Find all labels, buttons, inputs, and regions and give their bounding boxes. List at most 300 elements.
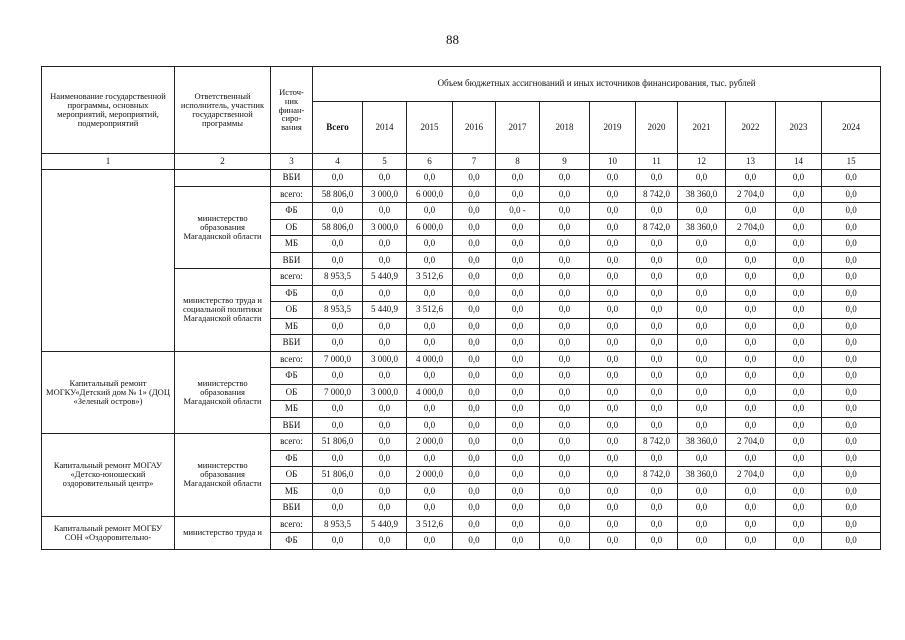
value-cell-2016: 0,0: [453, 186, 496, 203]
value-cell-2016: 0,0: [453, 219, 496, 236]
value-cell-2022: 0,0: [726, 500, 776, 517]
total-cell: 0,0: [313, 533, 363, 550]
value-cell-2024: 0,0: [822, 269, 881, 286]
value-cell-2023: 0,0: [776, 401, 822, 418]
header-year-2018: 2018: [540, 102, 590, 154]
funding-source-cell: ФБ: [271, 533, 313, 550]
value-cell-2014: 0,0: [363, 467, 407, 484]
value-cell-2024: 0,0: [822, 467, 881, 484]
value-cell-2020: 0,0: [636, 516, 678, 533]
value-cell-2016: 0,0: [453, 170, 496, 187]
value-cell-2019: 0,0: [590, 417, 636, 434]
value-cell-2023: 0,0: [776, 252, 822, 269]
value-cell-2021: 0,0: [678, 483, 726, 500]
value-cell-2019: 0,0: [590, 302, 636, 319]
value-cell-2022: 0,0: [726, 269, 776, 286]
value-cell-2024: 0,0: [822, 335, 881, 352]
value-cell-2022: 0,0: [726, 252, 776, 269]
value-cell-2017: 0,0: [496, 318, 540, 335]
value-cell-2021: 0,0: [678, 170, 726, 187]
value-cell-2016: 0,0: [453, 467, 496, 484]
value-cell-2019: 0,0: [590, 186, 636, 203]
executor-cell: [175, 170, 271, 187]
value-cell-2016: 0,0: [453, 450, 496, 467]
funding-source-cell: всего:: [271, 516, 313, 533]
value-cell-2017: 0,0: [496, 335, 540, 352]
value-cell-2024: 0,0: [822, 302, 881, 319]
value-cell-2022: 0,0: [726, 236, 776, 253]
header-year-2020: 2020: [636, 102, 678, 154]
value-cell-2022: 0,0: [726, 170, 776, 187]
value-cell-2014: 0,0: [363, 417, 407, 434]
value-cell-2020: 0,0: [636, 401, 678, 418]
value-cell-2022: 2 704,0: [726, 434, 776, 451]
total-cell: 0,0: [313, 318, 363, 335]
value-cell-2024: 0,0: [822, 401, 881, 418]
value-cell-2022: 0,0: [726, 533, 776, 550]
value-cell-2020: 0,0: [636, 351, 678, 368]
value-cell-2019: 0,0: [590, 483, 636, 500]
total-cell: 0,0: [313, 170, 363, 187]
total-cell: 7 000,0: [313, 384, 363, 401]
header-source: Источ-ник финан-сиро-вания: [271, 67, 313, 154]
value-cell-2017: 0,0: [496, 467, 540, 484]
value-cell-2018: 0,0: [540, 252, 590, 269]
value-cell-2014: 3 000,0: [363, 384, 407, 401]
value-cell-2017: 0,0: [496, 401, 540, 418]
value-cell-2019: 0,0: [590, 401, 636, 418]
value-cell-2024: 0,0: [822, 384, 881, 401]
funding-source-cell: ОБ: [271, 384, 313, 401]
value-cell-2023: 0,0: [776, 500, 822, 517]
value-cell-2022: 0,0: [726, 203, 776, 220]
header-total: Всего: [313, 102, 363, 154]
column-index-cell: 9: [540, 154, 590, 170]
value-cell-2022: 0,0: [726, 368, 776, 385]
value-cell-2022: 0,0: [726, 335, 776, 352]
value-cell-2023: 0,0: [776, 368, 822, 385]
value-cell-2022: 0,0: [726, 351, 776, 368]
value-cell-2024: 0,0: [822, 533, 881, 550]
table-row: [42, 516, 881, 533]
value-cell-2016: 0,0: [453, 285, 496, 302]
value-cell-2018: 0,0: [540, 351, 590, 368]
value-cell-2016: 0,0: [453, 236, 496, 253]
value-cell-2019: 0,0: [590, 434, 636, 451]
value-cell-2014: 3 000,0: [363, 219, 407, 236]
value-cell-2017: 0,0: [496, 384, 540, 401]
value-cell-2020: 0,0: [636, 417, 678, 434]
value-cell-2015: 6 000,0: [407, 219, 453, 236]
funding-source-cell: всего:: [271, 434, 313, 451]
header-year-2019: 2019: [590, 102, 636, 154]
value-cell-2017: 0,0 -: [496, 203, 540, 220]
value-cell-2016: 0,0: [453, 252, 496, 269]
value-cell-2018: 0,0: [540, 384, 590, 401]
total-cell: 51 806,0: [313, 467, 363, 484]
value-cell-2022: 2 704,0: [726, 219, 776, 236]
value-cell-2017: 0,0: [496, 186, 540, 203]
value-cell-2016: 0,0: [453, 302, 496, 319]
value-cell-2017: 0,0: [496, 170, 540, 187]
value-cell-2023: 0,0: [776, 450, 822, 467]
executor-cell: министерство труда и: [175, 516, 271, 549]
value-cell-2014: 0,0: [363, 285, 407, 302]
total-cell: 0,0: [313, 417, 363, 434]
value-cell-2020: 8 742,0: [636, 467, 678, 484]
value-cell-2023: 0,0: [776, 533, 822, 550]
value-cell-2024: 0,0: [822, 236, 881, 253]
value-cell-2015: 0,0: [407, 483, 453, 500]
value-cell-2021: 38 360,0: [678, 219, 726, 236]
value-cell-2020: 0,0: [636, 368, 678, 385]
value-cell-2015: 0,0: [407, 450, 453, 467]
total-cell: 0,0: [313, 483, 363, 500]
value-cell-2020: 8 742,0: [636, 434, 678, 451]
value-cell-2017: 0,0: [496, 351, 540, 368]
value-cell-2018: 0,0: [540, 335, 590, 352]
funding-source-cell: МБ: [271, 318, 313, 335]
value-cell-2022: 2 704,0: [726, 186, 776, 203]
value-cell-2024: 0,0: [822, 450, 881, 467]
executor-cell: министерство труда и социальной политики Магаданской области: [175, 269, 271, 352]
value-cell-2019: 0,0: [590, 533, 636, 550]
column-index-cell: 4: [313, 154, 363, 170]
value-cell-2015: 6 000,0: [407, 186, 453, 203]
funding-source-cell: всего:: [271, 186, 313, 203]
value-cell-2018: 0,0: [540, 450, 590, 467]
value-cell-2018: 0,0: [540, 417, 590, 434]
total-cell: 51 806,0: [313, 434, 363, 451]
value-cell-2021: 0,0: [678, 533, 726, 550]
value-cell-2017: 0,0: [496, 434, 540, 451]
value-cell-2015: 3 512,6: [407, 302, 453, 319]
funding-source-cell: всего:: [271, 269, 313, 286]
program-name-cell: Капитальный ремонт МОГБУ СОН «Оздоровительно-: [42, 516, 175, 549]
column-index-cell: 11: [636, 154, 678, 170]
value-cell-2021: 0,0: [678, 401, 726, 418]
value-cell-2024: 0,0: [822, 203, 881, 220]
total-cell: 0,0: [313, 450, 363, 467]
value-cell-2019: 0,0: [590, 269, 636, 286]
value-cell-2020: 8 742,0: [636, 219, 678, 236]
total-cell: 0,0: [313, 252, 363, 269]
value-cell-2022: 2 704,0: [726, 467, 776, 484]
value-cell-2021: 0,0: [678, 335, 726, 352]
value-cell-2018: 0,0: [540, 285, 590, 302]
value-cell-2016: 0,0: [453, 351, 496, 368]
value-cell-2020: 0,0: [636, 269, 678, 286]
value-cell-2015: 0,0: [407, 368, 453, 385]
value-cell-2016: 0,0: [453, 269, 496, 286]
value-cell-2017: 0,0: [496, 500, 540, 517]
program-name-cell: Капитальный ремонт МОГКУ«Детский дом № 1» (ДОЦ «Зеленый остров»): [42, 351, 175, 434]
value-cell-2018: 0,0: [540, 467, 590, 484]
value-cell-2014: 0,0: [363, 203, 407, 220]
column-index-cell: 8: [496, 154, 540, 170]
value-cell-2018: 0,0: [540, 500, 590, 517]
header-year-2017: 2017: [496, 102, 540, 154]
header-year-2022: 2022: [726, 102, 776, 154]
value-cell-2015: 2 000,0: [407, 434, 453, 451]
value-cell-2014: 0,0: [363, 533, 407, 550]
value-cell-2014: 0,0: [363, 335, 407, 352]
value-cell-2021: 0,0: [678, 236, 726, 253]
total-cell: 0,0: [313, 236, 363, 253]
value-cell-2017: 0,0: [496, 483, 540, 500]
funding-source-cell: ВБИ: [271, 500, 313, 517]
column-index-cell: 6: [407, 154, 453, 170]
value-cell-2016: 0,0: [453, 335, 496, 352]
value-cell-2020: 0,0: [636, 384, 678, 401]
value-cell-2021: 0,0: [678, 285, 726, 302]
funding-source-cell: МБ: [271, 236, 313, 253]
value-cell-2014: 0,0: [363, 450, 407, 467]
value-cell-2024: 0,0: [822, 285, 881, 302]
column-index-cell: 2: [175, 154, 271, 170]
value-cell-2016: 0,0: [453, 533, 496, 550]
value-cell-2015: 0,0: [407, 285, 453, 302]
value-cell-2024: 0,0: [822, 516, 881, 533]
value-cell-2021: 0,0: [678, 516, 726, 533]
value-cell-2016: 0,0: [453, 417, 496, 434]
total-cell: 8 953,5: [313, 516, 363, 533]
value-cell-2021: 0,0: [678, 351, 726, 368]
value-cell-2015: 0,0: [407, 236, 453, 253]
value-cell-2015: 0,0: [407, 500, 453, 517]
value-cell-2018: 0,0: [540, 186, 590, 203]
value-cell-2020: 0,0: [636, 318, 678, 335]
executor-cell: министерство образования Магаданской области: [175, 351, 271, 434]
table-row: [42, 351, 881, 368]
total-cell: 0,0: [313, 285, 363, 302]
value-cell-2019: 0,0: [590, 384, 636, 401]
funding-source-cell: ФБ: [271, 203, 313, 220]
funding-source-cell: ВБИ: [271, 252, 313, 269]
value-cell-2021: 0,0: [678, 318, 726, 335]
value-cell-2023: 0,0: [776, 483, 822, 500]
value-cell-2021: 0,0: [678, 368, 726, 385]
value-cell-2021: 0,0: [678, 203, 726, 220]
header-year-2016: 2016: [453, 102, 496, 154]
funding-source-cell: ВБИ: [271, 170, 313, 187]
value-cell-2015: 4 000,0: [407, 351, 453, 368]
value-cell-2019: 0,0: [590, 351, 636, 368]
program-name-cell: Капитальный ремонт МОГАУ «Детско-юношеский оздоровительный центр»: [42, 434, 175, 517]
total-cell: 0,0: [313, 335, 363, 352]
value-cell-2024: 0,0: [822, 170, 881, 187]
value-cell-2018: 0,0: [540, 533, 590, 550]
column-index-cell: 15: [822, 154, 881, 170]
value-cell-2019: 0,0: [590, 450, 636, 467]
value-cell-2023: 0,0: [776, 203, 822, 220]
funding-source-cell: ВБИ: [271, 335, 313, 352]
total-cell: 7 000,0: [313, 351, 363, 368]
value-cell-2021: 38 360,0: [678, 434, 726, 451]
value-cell-2018: 0,0: [540, 318, 590, 335]
value-cell-2020: 0,0: [636, 335, 678, 352]
value-cell-2018: 0,0: [540, 516, 590, 533]
total-cell: 8 953,5: [313, 269, 363, 286]
value-cell-2014: 5 440,9: [363, 516, 407, 533]
value-cell-2015: 0,0: [407, 417, 453, 434]
total-cell: 0,0: [313, 500, 363, 517]
value-cell-2017: 0,0: [496, 450, 540, 467]
value-cell-2021: 0,0: [678, 417, 726, 434]
value-cell-2019: 0,0: [590, 368, 636, 385]
value-cell-2023: 0,0: [776, 170, 822, 187]
value-cell-2016: 0,0: [453, 384, 496, 401]
value-cell-2016: 0,0: [453, 516, 496, 533]
value-cell-2018: 0,0: [540, 236, 590, 253]
value-cell-2014: 0,0: [363, 401, 407, 418]
value-cell-2022: 0,0: [726, 450, 776, 467]
header-year-2024: 2024: [822, 102, 881, 154]
value-cell-2015: 3 512,6: [407, 269, 453, 286]
value-cell-2022: 0,0: [726, 285, 776, 302]
value-cell-2019: 0,0: [590, 219, 636, 236]
value-cell-2024: 0,0: [822, 252, 881, 269]
value-cell-2022: 0,0: [726, 401, 776, 418]
value-cell-2021: 38 360,0: [678, 186, 726, 203]
total-cell: 0,0: [313, 203, 363, 220]
value-cell-2019: 0,0: [590, 203, 636, 220]
header-year-2014: 2014: [363, 102, 407, 154]
value-cell-2022: 0,0: [726, 516, 776, 533]
value-cell-2020: 0,0: [636, 170, 678, 187]
value-cell-2019: 0,0: [590, 318, 636, 335]
value-cell-2018: 0,0: [540, 269, 590, 286]
column-index-cell: 13: [726, 154, 776, 170]
value-cell-2016: 0,0: [453, 318, 496, 335]
value-cell-2016: 0,0: [453, 483, 496, 500]
value-cell-2017: 0,0: [496, 219, 540, 236]
column-index-cell: 3: [271, 154, 313, 170]
value-cell-2014: 3 000,0: [363, 351, 407, 368]
value-cell-2024: 0,0: [822, 219, 881, 236]
value-cell-2024: 0,0: [822, 483, 881, 500]
column-index-cell: 12: [678, 154, 726, 170]
executor-cell: министерство образования Магаданской области: [175, 186, 271, 269]
funding-source-cell: ФБ: [271, 368, 313, 385]
value-cell-2015: 0,0: [407, 318, 453, 335]
header-program: Наименование государственной программы, основных мероприятий, мероприятий, подмероприятий: [42, 67, 175, 154]
value-cell-2017: 0,0: [496, 516, 540, 533]
value-cell-2015: 2 000,0: [407, 467, 453, 484]
value-cell-2023: 0,0: [776, 384, 822, 401]
value-cell-2018: 0,0: [540, 203, 590, 220]
value-cell-2021: 0,0: [678, 302, 726, 319]
header-volume: Объем бюджетных ассигнований и иных источников финансирования, тыс. рублей: [313, 67, 881, 102]
value-cell-2018: 0,0: [540, 368, 590, 385]
value-cell-2017: 0,0: [496, 302, 540, 319]
value-cell-2017: 0,0: [496, 368, 540, 385]
value-cell-2022: 0,0: [726, 384, 776, 401]
value-cell-2016: 0,0: [453, 434, 496, 451]
value-cell-2017: 0,0: [496, 236, 540, 253]
value-cell-2014: 0,0: [363, 252, 407, 269]
value-cell-2017: 0,0: [496, 417, 540, 434]
value-cell-2019: 0,0: [590, 516, 636, 533]
value-cell-2018: 0,0: [540, 302, 590, 319]
budget-table: [41, 66, 881, 550]
value-cell-2023: 0,0: [776, 434, 822, 451]
column-index-cell: 5: [363, 154, 407, 170]
value-cell-2022: 0,0: [726, 483, 776, 500]
value-cell-2023: 0,0: [776, 236, 822, 253]
value-cell-2017: 0,0: [496, 252, 540, 269]
value-cell-2024: 0,0: [822, 500, 881, 517]
value-cell-2021: 0,0: [678, 450, 726, 467]
header-executor: Ответственный исполнитель, участник государственной программы: [175, 67, 271, 154]
value-cell-2024: 0,0: [822, 186, 881, 203]
value-cell-2020: 0,0: [636, 533, 678, 550]
value-cell-2021: 0,0: [678, 269, 726, 286]
executor-cell: министерство образования Магаданской области: [175, 434, 271, 517]
value-cell-2023: 0,0: [776, 219, 822, 236]
value-cell-2023: 0,0: [776, 516, 822, 533]
value-cell-2014: 0,0: [363, 434, 407, 451]
value-cell-2014: 0,0: [363, 236, 407, 253]
value-cell-2020: 0,0: [636, 500, 678, 517]
value-cell-2014: 5 440,9: [363, 302, 407, 319]
value-cell-2018: 0,0: [540, 483, 590, 500]
value-cell-2017: 0,0: [496, 285, 540, 302]
value-cell-2021: 0,0: [678, 252, 726, 269]
header-year-2015: 2015: [407, 102, 453, 154]
funding-source-cell: ОБ: [271, 219, 313, 236]
column-index-row: [42, 154, 881, 170]
value-cell-2023: 0,0: [776, 318, 822, 335]
total-cell: 8 953,5: [313, 302, 363, 319]
total-cell: 0,0: [313, 368, 363, 385]
value-cell-2015: 0,0: [407, 203, 453, 220]
value-cell-2019: 0,0: [590, 335, 636, 352]
value-cell-2023: 0,0: [776, 285, 822, 302]
value-cell-2022: 0,0: [726, 417, 776, 434]
funding-source-cell: ОБ: [271, 302, 313, 319]
column-index-cell: 1: [42, 154, 175, 170]
total-cell: 58 806,0: [313, 186, 363, 203]
value-cell-2020: 8 742,0: [636, 186, 678, 203]
value-cell-2019: 0,0: [590, 236, 636, 253]
value-cell-2015: 4 000,0: [407, 384, 453, 401]
value-cell-2023: 0,0: [776, 335, 822, 352]
funding-source-cell: всего:: [271, 351, 313, 368]
value-cell-2016: 0,0: [453, 401, 496, 418]
value-cell-2015: 0,0: [407, 335, 453, 352]
value-cell-2021: 0,0: [678, 384, 726, 401]
value-cell-2014: 3 000,0: [363, 186, 407, 203]
value-cell-2024: 0,0: [822, 351, 881, 368]
value-cell-2022: 0,0: [726, 318, 776, 335]
value-cell-2023: 0,0: [776, 269, 822, 286]
value-cell-2024: 0,0: [822, 318, 881, 335]
value-cell-2023: 0,0: [776, 302, 822, 319]
funding-source-cell: ВБИ: [271, 417, 313, 434]
value-cell-2024: 0,0: [822, 368, 881, 385]
value-cell-2017: 0,0: [496, 533, 540, 550]
header-year-2021: 2021: [678, 102, 726, 154]
funding-source-cell: ФБ: [271, 450, 313, 467]
funding-source-cell: ОБ: [271, 467, 313, 484]
value-cell-2020: 0,0: [636, 285, 678, 302]
value-cell-2018: 0,0: [540, 434, 590, 451]
value-cell-2014: 0,0: [363, 500, 407, 517]
value-cell-2024: 0,0: [822, 417, 881, 434]
value-cell-2022: 0,0: [726, 302, 776, 319]
total-cell: 58 806,0: [313, 219, 363, 236]
